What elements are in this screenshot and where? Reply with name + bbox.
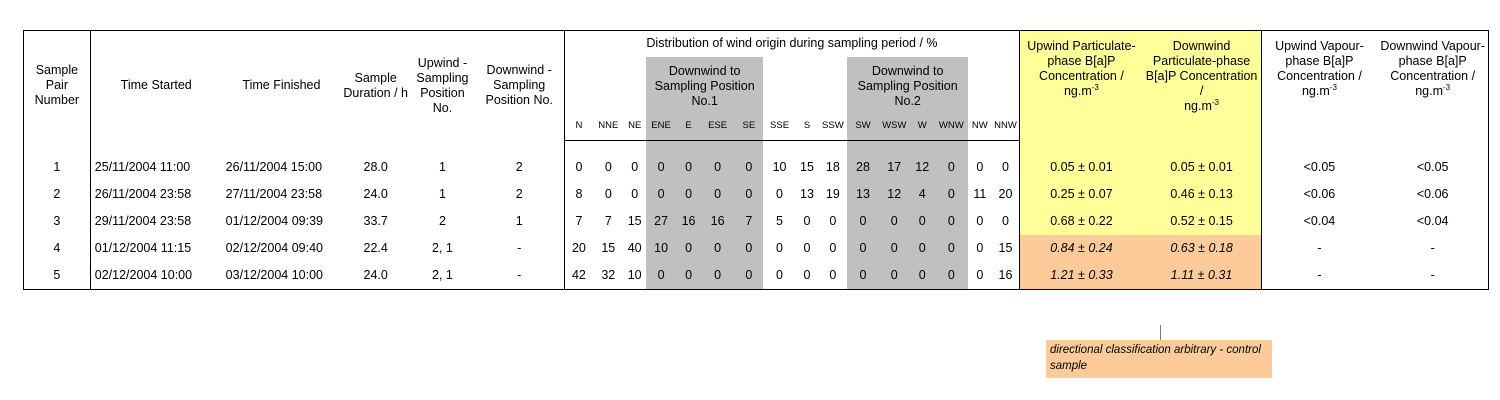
time-started-cell: 01/12/2004 11:15 — [94, 240, 192, 255]
wind-value-cell: 12 — [879, 181, 910, 208]
wind-value-cell: 20 — [571, 240, 586, 255]
wind-value-cell: 0 — [734, 235, 763, 262]
wind-value-cell: 28 — [847, 141, 878, 181]
wind-value-cell: 0 — [676, 141, 701, 181]
header-downwind-position-1: Downwind to Sampling Position No.1 — [646, 57, 763, 117]
sample-pair-cell: 3 — [24, 208, 91, 235]
sample-pair-cell: 4 — [24, 235, 91, 262]
direction-header: WSW — [879, 117, 910, 141]
downwind-position-cell: 2 — [475, 181, 564, 208]
header-wind-distribution: Distribution of wind origin during sampling period / % — [564, 31, 1020, 57]
wind-value-cell: 0 — [803, 213, 811, 228]
downwind-particulate-cell: 1.11 ± 0.31 — [1143, 262, 1261, 290]
wind-value-cell: 0 — [829, 240, 837, 255]
direction-header: ESE — [701, 117, 734, 141]
header-downwind-vapour: Downwind Vapour-phase B[a]P Concentration / — [1380, 39, 1486, 83]
wind-value-cell: 0 — [776, 267, 783, 282]
wind-value-cell: 0 — [646, 141, 676, 181]
wind-value-cell: 13 — [800, 186, 814, 201]
downwind-position-cell: 2 — [475, 141, 564, 181]
upwind-particulate-cell: 0.25 ± 0.07 — [1020, 181, 1143, 208]
wind-value-cell: 0 — [734, 262, 763, 290]
wind-value-cell: 0 — [701, 235, 734, 262]
direction-header: SE — [734, 117, 763, 141]
wind-value-cell: 7 — [734, 208, 763, 235]
downwind-particulate-cell: 0.63 ± 0.18 — [1143, 235, 1261, 262]
data-table — [23, 30, 1489, 290]
header-upwind-vapour: Upwind Vapour-phase B[a]P Concentration / — [1275, 39, 1364, 83]
wind-value-cell: 10 — [627, 267, 642, 282]
unit-label: $ng.m^{-3}$ — [1063, 82, 1099, 98]
wind-value-cell: 0 — [910, 262, 935, 290]
wind-value-cell: 27 — [646, 208, 676, 235]
time-finished-cell: 03/12/2004 10:00 — [225, 267, 323, 282]
wind-value-cell: 0 — [879, 235, 910, 262]
wind-value-cell: 0 — [976, 159, 984, 174]
wind-value-cell: 17 — [879, 141, 910, 181]
wind-value-cell: 19 — [825, 186, 840, 201]
direction-header: E — [676, 117, 701, 141]
direction-header: NNW — [992, 117, 1020, 141]
downwind-vapour-cell: <0.04 — [1416, 213, 1449, 228]
wind-value-cell: 15 — [627, 213, 642, 228]
upwind-vapour-cell: <0.06 — [1303, 186, 1336, 201]
wind-value-cell: 10 — [772, 159, 787, 174]
sample-pair-cell: 2 — [24, 181, 91, 208]
header-upwind-position: Upwind - Sampling Position No. — [416, 55, 469, 115]
wind-value-cell: 0 — [631, 186, 639, 201]
upwind-vapour-cell: <0.04 — [1303, 213, 1336, 228]
wind-value-cell: 15 — [800, 159, 814, 174]
sample-pair-cell: 5 — [24, 262, 91, 290]
wind-value-cell: 0 — [676, 262, 701, 290]
wind-value-cell: 0 — [575, 159, 583, 174]
wind-value-cell: 0 — [829, 213, 837, 228]
wind-value-cell: 0 — [935, 141, 968, 181]
wind-value-cell: 0 — [935, 262, 968, 290]
wind-value-cell: 0 — [992, 141, 1020, 181]
upwind-vapour-cell: - — [1317, 267, 1322, 282]
wind-value-cell: 10 — [646, 235, 676, 262]
table-row — [24, 181, 1489, 208]
downwind-vapour-cell: - — [1430, 240, 1435, 255]
direction-header: NW — [968, 117, 992, 141]
wind-value-cell: 0 — [829, 267, 837, 282]
wind-value-cell: 0 — [976, 213, 984, 228]
table-row — [24, 235, 1489, 262]
upwind-position-cell: 2, 1 — [432, 240, 453, 255]
duration-cell: 24.0 — [363, 267, 388, 282]
downwind-vapour-cell: <0.06 — [1416, 186, 1449, 201]
time-finished-cell: 02/12/2004 09:40 — [225, 240, 323, 255]
table-row — [24, 262, 1489, 290]
wind-value-cell: 0 — [776, 186, 783, 201]
wind-value-cell: 7 — [575, 213, 583, 228]
wind-value-cell: 0 — [803, 267, 811, 282]
wind-value-cell: 0 — [992, 208, 1020, 235]
downwind-position-cell: 1 — [475, 208, 564, 235]
header-duration: Sample Duration / h — [343, 70, 408, 100]
header-sample-pair: Sample Pair Number — [24, 31, 91, 141]
direction-header: S — [796, 117, 819, 141]
header-downwind-position: Downwind - Sampling Position No. — [475, 31, 564, 141]
wind-value-cell: 0 — [847, 262, 878, 290]
header-upwind-particulate: Upwind Particulate-phase B[a]P Concentration / — [1027, 39, 1136, 83]
wind-value-cell: 0 — [646, 262, 676, 290]
wind-value-cell: 0 — [803, 240, 811, 255]
header-time-started: Time Started — [120, 78, 192, 93]
wind-value-cell: 7 — [604, 213, 612, 228]
downwind-position-cell: - — [475, 262, 564, 290]
wind-value-cell: 0 — [734, 141, 763, 181]
downwind-particulate-cell: 0.46 ± 0.13 — [1143, 181, 1261, 208]
time-started-cell: 29/11/2004 23:58 — [94, 213, 192, 228]
upwind-particulate-cell: 0.05 ± 0.01 — [1020, 141, 1143, 181]
wind-value-cell: 0 — [910, 208, 935, 235]
table-row — [24, 141, 1489, 181]
note-connector — [1160, 325, 1161, 341]
wind-value-cell: 15 — [992, 235, 1020, 262]
wind-value-cell: 42 — [571, 267, 586, 282]
wind-value-cell: 5 — [776, 213, 783, 228]
upwind-particulate-cell: 0.84 ± 0.24 — [1020, 235, 1143, 262]
time-finished-cell: 01/12/2004 09:39 — [225, 213, 323, 228]
header-downwind-position-2: Downwind to Sampling Position No.2 — [847, 57, 968, 117]
unit-label: $ng.m^{-3}$ — [1301, 82, 1337, 98]
wind-value-cell: 32 — [601, 267, 616, 282]
wind-value-cell: 0 — [976, 240, 984, 255]
unit-label: $ng.m^{-3}$ — [1415, 82, 1451, 98]
upwind-particulate-cell: 1.21 ± 0.33 — [1020, 262, 1143, 290]
wind-value-cell: 16 — [992, 262, 1020, 290]
upwind-position-cell: 2 — [438, 213, 446, 228]
wind-value-cell: 11 — [973, 186, 987, 201]
wind-value-cell: 40 — [627, 240, 642, 255]
downwind-particulate-cell: 0.52 ± 0.15 — [1143, 208, 1261, 235]
upwind-vapour-cell: - — [1317, 240, 1322, 255]
wind-value-cell: 0 — [910, 235, 935, 262]
wind-value-cell: 16 — [701, 208, 734, 235]
wind-value-cell: 0 — [879, 262, 910, 290]
direction-header: SSW — [818, 117, 847, 141]
direction-header: SSE — [763, 117, 795, 141]
wind-value-cell: 0 — [935, 208, 968, 235]
header-downwind-particulate: Downwind Particulate-phase B[a]P Concentration / — [1145, 39, 1258, 98]
time-started-cell: 26/11/2004 23:58 — [94, 186, 192, 201]
upwind-position-cell: 1 — [438, 159, 446, 174]
wind-value-cell: 0 — [676, 181, 701, 208]
downwind-vapour-cell: <0.05 — [1416, 159, 1449, 174]
wind-value-cell: 8 — [575, 186, 583, 201]
upwind-position-cell: 2, 1 — [432, 267, 453, 282]
wind-value-cell: 0 — [701, 262, 734, 290]
wind-value-cell: 18 — [825, 159, 840, 174]
wind-value-cell: 0 — [604, 186, 612, 201]
wind-value-cell: 0 — [604, 159, 612, 174]
wind-value-cell: 12 — [910, 141, 935, 181]
direction-header: N — [564, 117, 593, 141]
time-finished-cell: 27/11/2004 23:58 — [225, 186, 323, 201]
unit-label: $ng.m^{-3}$ — [1184, 97, 1220, 113]
time-finished-cell: 26/11/2004 15:00 — [225, 159, 323, 174]
wind-value-cell: 0 — [631, 159, 639, 174]
duration-cell: 33.7 — [363, 213, 388, 228]
upwind-vapour-cell: <0.05 — [1303, 159, 1336, 174]
wind-value-cell: 0 — [701, 181, 734, 208]
wind-value-cell: 13 — [847, 181, 878, 208]
upwind-position-cell: 1 — [438, 186, 446, 201]
duration-cell: 22.4 — [363, 240, 388, 255]
downwind-particulate-cell: 0.05 ± 0.01 — [1143, 141, 1261, 181]
direction-header: SW — [847, 117, 878, 141]
wind-value-cell: 0 — [776, 240, 783, 255]
wind-value-cell: 0 — [646, 181, 676, 208]
wind-value-cell: 0 — [847, 235, 878, 262]
direction-header: ENE — [646, 117, 676, 141]
direction-header: WNW — [935, 117, 968, 141]
wind-value-cell: 16 — [676, 208, 701, 235]
downwind-vapour-cell: - — [1430, 267, 1435, 282]
table-row — [24, 208, 1489, 235]
wind-value-cell: 0 — [935, 235, 968, 262]
downwind-position-cell: - — [475, 235, 564, 262]
wind-value-cell: 0 — [879, 208, 910, 235]
wind-value-cell: 0 — [935, 181, 968, 208]
direction-header: NE — [623, 117, 646, 141]
upwind-particulate-cell: 0.68 ± 0.22 — [1020, 208, 1143, 235]
wind-value-cell: 15 — [601, 240, 616, 255]
sample-pair-cell: 1 — [24, 141, 91, 181]
time-started-cell: 02/12/2004 10:00 — [94, 267, 193, 282]
wind-value-cell: 0 — [734, 181, 763, 208]
duration-cell: 28.0 — [363, 159, 388, 174]
time-started-cell: 25/11/2004 11:00 — [94, 159, 191, 174]
header-time-finished: Time Finished — [242, 78, 321, 93]
direction-header: NNE — [593, 117, 623, 141]
wind-value-cell: 0 — [976, 267, 984, 282]
wind-value-cell: 4 — [910, 181, 935, 208]
duration-cell: 24.0 — [363, 186, 388, 201]
wind-value-cell: 0 — [676, 235, 701, 262]
wind-value-cell: 20 — [992, 181, 1020, 208]
direction-header: W — [910, 117, 935, 141]
wind-value-cell: 0 — [701, 141, 734, 181]
wind-value-cell: 0 — [847, 208, 878, 235]
note-box: directional classification arbitrary - control sample — [1046, 340, 1272, 378]
